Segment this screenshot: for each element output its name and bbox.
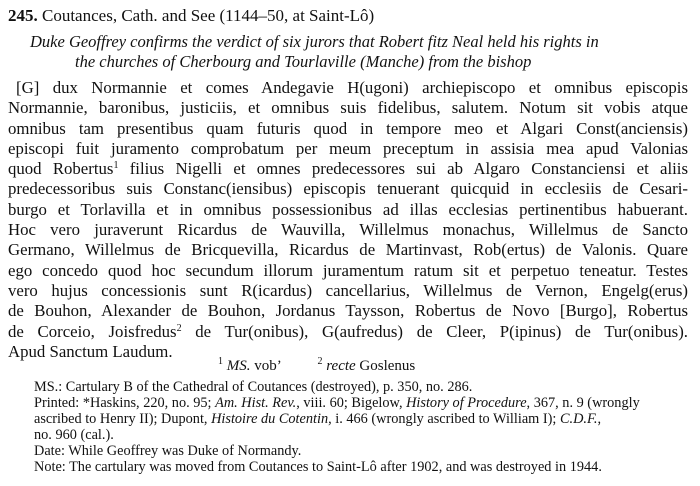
charter-heading: [8, 6, 374, 26]
footnote-ref-1: 1: [113, 160, 119, 172]
charter-line: predecessoribus suis Constanc(iensibus) episcopis tenuerant quicquid in ecclesiis de Cesari-: [8, 179, 688, 199]
charter-line: episcopi fuit juramento comprobatum per meum preceptum in assisia mea apud Valonias: [8, 138, 688, 158]
charter-line: de Bouhon, Alexander de Bouhon, Jordanus Taysson, Robertus de Novo [Burgo], Robertus: [8, 301, 688, 321]
apparatus-date: Date: While Geoffrey was Duke of Normandy.: [34, 443, 302, 460]
charter-line: quod Robertus$^1$ filius Nigelli et omnes predecessores sui ab Algaro Constanciensi et aliis: [8, 159, 688, 179]
charter-title: Coutances, Cath. and See (1144–50, at Saint-Lô): [42, 6, 375, 25]
apparatus-printed: Printed: *Haskins, 220, no. 95; Am. Hist. Rev., viii. 60; Bigelow, History of Procedure, 367, n. 9 (wrongly ascribed to Henry II); Dupont, Histoire du Cotentin, i. 466 (wrongly ascribed to William I); C.D.F., no. 960 (cal.).: [34, 395, 640, 444]
charter-text: [8, 78, 688, 362]
charter-summary: [30, 32, 690, 72]
charter-line: omnibus tam presentibus quam futuris quod in tempore meo et Algari Const(anciensis): [8, 118, 688, 138]
summary-line-2: the churches of Cherbourg and Tourlaville (Manche) from the bishop: [75, 52, 532, 71]
charter-number: 245.: [8, 6, 38, 25]
charter-line: ego concedo quod hoc secundum illorum juramentum ratum sit et perpetuo teneatur. Testes: [8, 260, 688, 280]
charter-line: de Corceio, Joisfredus$^2$ de Tur(onibus), G(aufredus) de Cleer, P(ipinus) de Tur(onibus).: [8, 321, 688, 341]
charter-line: Normannie, baronibus, justiciis, et omnibus suis fidelibus, salutem. Notum sit vobis atque: [8, 98, 688, 118]
apparatus-note: Note: The cartulary was moved from Coutances to Saint-Lô after 1902, and was destroyed in 1944.: [34, 459, 602, 476]
footnote-1: $^1$ MS. vob’: [218, 356, 282, 374]
footnote-ref-2: 2: [176, 322, 182, 334]
footnotes: [218, 356, 415, 376]
summary-line-1: Duke Geoffrey confirms the verdict of six jurors that Robert fitz Neal held his rights in: [30, 32, 599, 51]
footnote-2: $^2$ recte Goslenus: [317, 356, 416, 374]
charter-line: Hoc vero juraverunt Ricardus de Wauvilla, Willelmus monachus, Willelmus de Sancto: [8, 220, 688, 240]
apparatus-ms: MS.: Cartulary B of the Cathedral of Coutances (destroyed), p. 350, no. 286.: [34, 379, 473, 395]
critical-apparatus: [34, 379, 694, 476]
charter-line: burgo et Torlavilla et in omnibus possessionibus ad illas ecclesias pertinentibus habuerant.: [8, 199, 688, 219]
charter-line: Germano, Willelmus de Bricquevilla, Ricardus de Martinvast, Rob(ertus) de Valonis. Quare: [8, 240, 688, 260]
charter-line: [G] dux Normannie et comes Andegavie H(ugoni) archiepiscopo et omnibus episcopis: [16, 78, 688, 97]
charter-line: vero hujus concessionis sunt R(icardus) cancellarius, Willelmus de Vernon, Engelg(erus): [8, 280, 688, 300]
charter-line: Apud Sanctum Laudum.: [8, 341, 173, 361]
